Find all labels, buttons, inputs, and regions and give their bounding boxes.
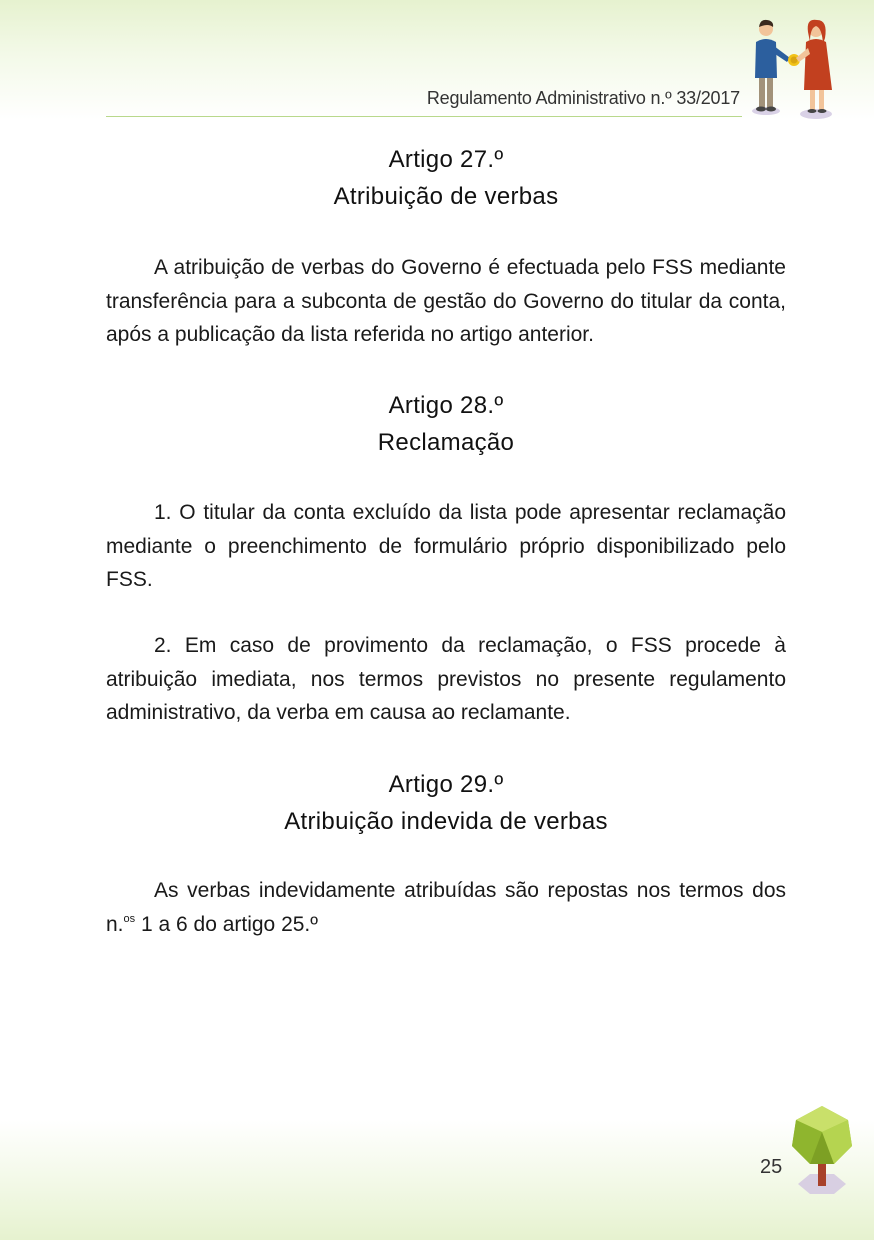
tree-icon — [786, 1102, 858, 1198]
regulation-title: Regulamento Administrativo n.º 33/2017 — [426, 88, 740, 108]
article-29-paragraph — [106, 874, 786, 941]
header-divider — [106, 116, 742, 117]
article-28-title: Reclamação — [377, 429, 515, 456]
article-27-title: Atribuição de verbas — [333, 183, 559, 210]
article-27-number: Artigo 27.º — [388, 146, 504, 173]
article-28-paragraph-1: 1. O titular da conta excluído da lista pode apresentar reclamação mediante o preenchimento de formulário próprio disponibilizado pelo FSS. — [106, 501, 786, 591]
people-exchange-illustration — [746, 14, 842, 122]
page-number: 25 — [760, 1156, 783, 1178]
article-29-text-end: 1 a 6 do artigo 25.º — [135, 912, 318, 936]
article-29-superscript: os — [123, 912, 136, 925]
article-27-paragraph: A atribuição de verbas do Governo é efectuada pelo FSS mediante transferência para a subconta de gestão do Governo do titular da conta, após a publicação da lista referida no artigo anterior. — [106, 256, 786, 346]
footer-background — [0, 1120, 874, 1240]
article-29-number: Artigo 29.º — [388, 771, 504, 798]
article-29-title: Atribuição indevida de verbas — [284, 808, 608, 835]
article-28-number: Artigo 28.º — [388, 392, 504, 419]
article-28-paragraph-2: 2. Em caso de provimento da reclamação, o FSS procede à atribuição imediata, nos termos previstos no presente regulamento administrativo, da verba em causa ao reclamante. — [106, 634, 786, 724]
article-29-text-start: As verbas indevidamente atribuídas são repostas nos termos dos n. — [106, 879, 786, 936]
